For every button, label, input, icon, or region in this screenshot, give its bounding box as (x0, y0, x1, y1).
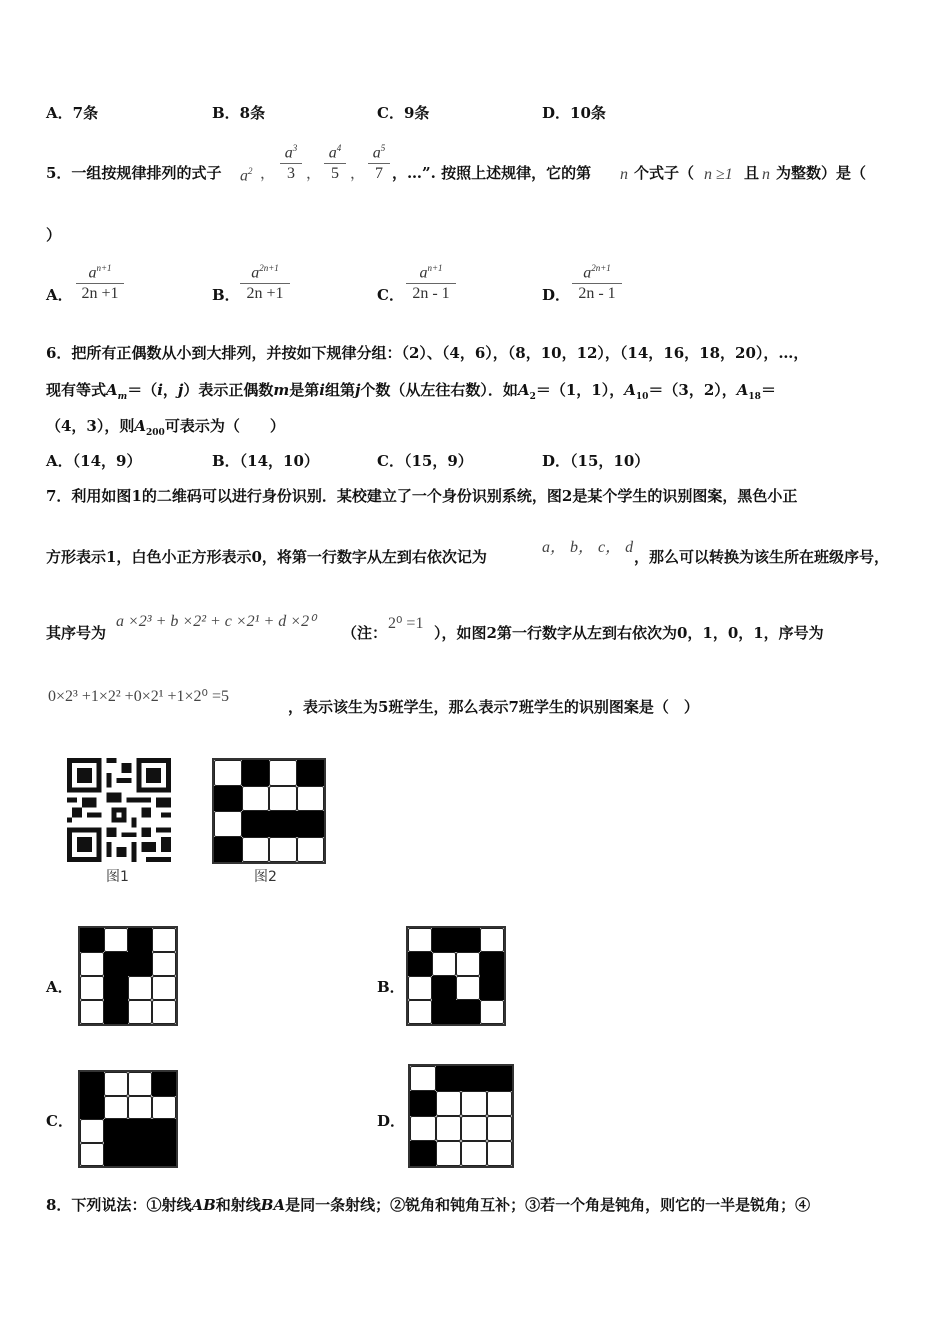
white-square (487, 1116, 513, 1141)
white-square (436, 1091, 462, 1116)
black-square (104, 1000, 128, 1024)
black-square (432, 1000, 456, 1024)
q6-option-d: D．（15，10） (542, 452, 650, 470)
q7-calc: 0×2³ +1×2² +0×2¹ +1×2⁰ =5 (48, 688, 229, 705)
q4-option-d: D．10条 (542, 104, 606, 122)
q6-option-c: C．（15，9） (377, 452, 473, 470)
q5-option-d-label: D． (542, 286, 571, 304)
white-square (104, 1072, 128, 1096)
white-square (456, 976, 480, 1000)
black-square (152, 1143, 176, 1167)
white-square (80, 1000, 104, 1024)
q5-tail: 为整数）是（ (776, 164, 867, 182)
white-square (461, 1091, 487, 1116)
white-square (408, 928, 432, 952)
q5-prefix: 5．一组按规律排列的式子 (46, 164, 222, 182)
q7-option-b-pattern (406, 926, 506, 1026)
black-square (456, 1000, 480, 1024)
black-square (297, 760, 325, 786)
white-square (214, 760, 242, 786)
black-square (436, 1066, 462, 1091)
q7-line4: ，表示该生为5班学生，那么表示7班学生的识别图案是（ ） (288, 698, 699, 716)
black-square (152, 1119, 176, 1143)
q5-option-c-label: C． (377, 286, 404, 304)
white-square (487, 1141, 513, 1166)
fig2-caption: 图2 (254, 869, 277, 885)
q7-option-c-pattern (78, 1070, 178, 1168)
black-square (480, 952, 504, 976)
q4-option-b: B．8条 (212, 104, 266, 122)
q5-option-b-fraction: $a^{2n+1}$ 2n +1 (240, 258, 290, 304)
white-square (410, 1116, 436, 1141)
q8-line1: 8．下列说法：①射线AB和射线BA是同一条射线；②锐角和钝角互补；③若一个角是钝角，则它的一半是锐角；④ (46, 1196, 811, 1214)
black-square (104, 1143, 128, 1167)
q7-option-d-pattern (408, 1064, 514, 1168)
white-square (297, 786, 325, 812)
q7-formula: a ×2³ + b ×2² + c ×2¹ + d ×2⁰ (116, 613, 316, 630)
black-square (408, 952, 432, 976)
white-square (480, 928, 504, 952)
q6-option-b: B．（14，10） (212, 452, 319, 470)
white-square (152, 952, 176, 976)
white-square (80, 976, 104, 1000)
white-square (128, 976, 152, 1000)
black-square (152, 1072, 176, 1096)
qr-code-image (66, 758, 172, 862)
q5-middle: ，…”. 按照上述规律，它的第 (392, 164, 592, 182)
white-square (456, 952, 480, 976)
q7-line3a: 其序号为 (46, 624, 107, 642)
q5-condition: n ≥1 (704, 166, 733, 183)
fig2-pattern (212, 758, 326, 864)
black-square (269, 811, 297, 837)
black-square (480, 976, 504, 1000)
white-square (128, 1072, 152, 1096)
white-square (408, 1000, 432, 1024)
q6-line1: 6．把所有正偶数从小到大排列，并按如下规律分组：（2）、（4，6），（8，10，12），（14，16，18，20），…， (46, 344, 809, 362)
black-square (242, 760, 270, 786)
white-square (104, 928, 128, 952)
white-square (152, 976, 176, 1000)
q7-note: 2⁰ =1 (388, 615, 424, 632)
black-square (80, 1072, 104, 1096)
q7-line3b: ），如图2第一行数字从左到右依次为0，1，0，1，序号为 (434, 624, 824, 642)
black-square (128, 952, 152, 976)
white-square (104, 1096, 128, 1120)
black-square (242, 811, 270, 837)
black-square (461, 1066, 487, 1091)
white-square (152, 928, 176, 952)
q4-option-c: C．9条 (377, 104, 430, 122)
q5-a-squared: $a^2$ (240, 166, 253, 185)
q6-line3: （4，3），则$A_{200}$可表示为（ ） (46, 417, 285, 438)
black-square (410, 1091, 436, 1116)
q5-n: n (620, 166, 628, 183)
q7-line2a: 方形表示1，白色小正方形表示0，将第一行数字从左到右依次记为 (46, 548, 487, 566)
q7-option-a-pattern (78, 926, 178, 1026)
q7-option-b-label: B． (377, 978, 405, 996)
white-square (410, 1066, 436, 1091)
q7-line2b: ，那么可以转换为该生所在班级序号， (634, 548, 890, 566)
q5-fraction-1: $a^3$ 3 (280, 138, 302, 184)
q5-fraction-2: $a^4$ 5 (324, 138, 346, 184)
white-square (214, 811, 242, 837)
white-square (269, 760, 297, 786)
white-square (436, 1141, 462, 1166)
white-square (152, 1096, 176, 1120)
q5-option-a-label: A． (46, 286, 73, 304)
q6-line2: 现有等式$A_m=(i$，j）表示正偶数m是第i组第j个数（从左往右数）．如$A_2=(1$，1），$A_{10}=(3$，2），$A_{18}=$ (46, 381, 776, 402)
black-square (104, 1119, 128, 1143)
q5-option-c-fraction: $a^{n+1}$ 2n - 1 (406, 258, 456, 304)
q7-option-c-label: C． (46, 1112, 73, 1130)
white-square (80, 952, 104, 976)
q5-option-d-fraction: $a^{2n+1}$ 2n - 1 (572, 258, 622, 304)
black-square (80, 928, 104, 952)
white-square (80, 1119, 104, 1143)
black-square (410, 1141, 436, 1166)
q7-option-a-label: A． (46, 978, 73, 996)
q7-vars: a， b， c， d (542, 539, 634, 556)
q7-option-d-label: D． (377, 1112, 406, 1130)
q5-close: ） (46, 226, 62, 244)
white-square (242, 837, 270, 863)
q5-fraction-3: $a^5$ 7 (368, 138, 390, 184)
white-square (297, 837, 325, 863)
black-square (104, 976, 128, 1000)
white-square (408, 976, 432, 1000)
black-square (214, 786, 242, 812)
white-square (242, 786, 270, 812)
black-square (487, 1066, 513, 1091)
white-square (487, 1091, 513, 1116)
white-square (128, 1000, 152, 1024)
fig1-caption: 图1 (106, 869, 129, 885)
q4-option-a: A．7条 (46, 104, 99, 122)
white-square (432, 952, 456, 976)
black-square (128, 1143, 152, 1167)
white-square (436, 1116, 462, 1141)
black-square (456, 928, 480, 952)
white-square (461, 1116, 487, 1141)
white-square (461, 1141, 487, 1166)
white-square (152, 1000, 176, 1024)
white-square (269, 837, 297, 863)
black-square (297, 811, 325, 837)
q6-option-a: A．（14，9） (46, 452, 142, 470)
q7-line1: 7．利用如图1的二维码可以进行身份识别．某校建立了一个身份识别系统，图2是某个学生的识别图案，黑色小正 (46, 487, 798, 505)
white-square (480, 1000, 504, 1024)
black-square (128, 1119, 152, 1143)
white-square (269, 786, 297, 812)
black-square (80, 1096, 104, 1120)
q5-option-a-fraction: $a^{n+1}$ 2n +1 (76, 258, 124, 304)
black-square (128, 928, 152, 952)
white-square (128, 1096, 152, 1120)
black-square (104, 952, 128, 976)
black-square (432, 928, 456, 952)
black-square (432, 976, 456, 1000)
q5-option-b-label: B． (212, 286, 240, 304)
black-square (214, 837, 242, 863)
white-square (80, 1143, 104, 1167)
